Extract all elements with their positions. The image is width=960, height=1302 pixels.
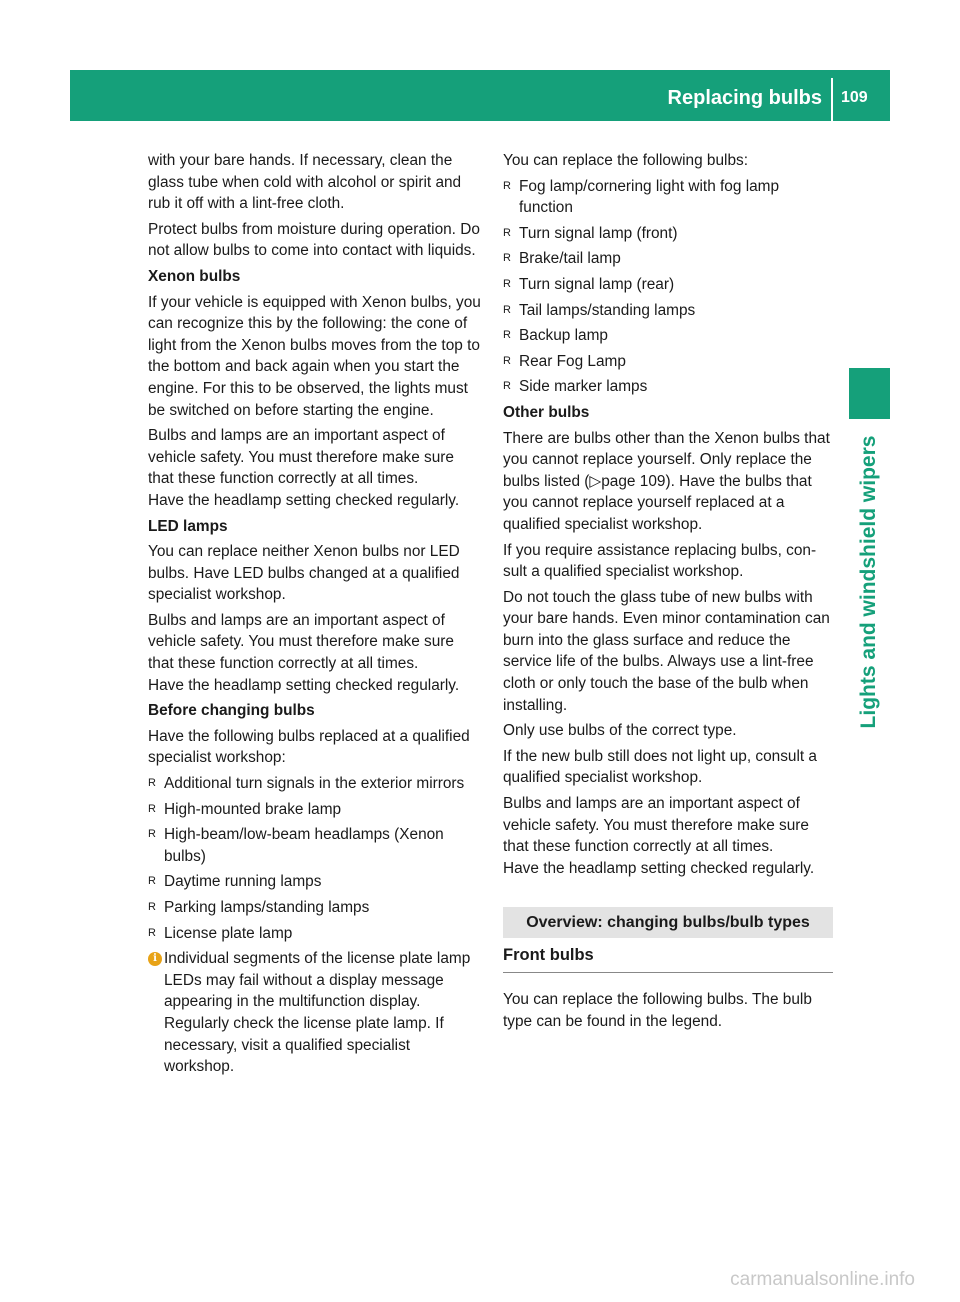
list-item: R Rear Fog Lamp bbox=[503, 351, 833, 373]
page-reference-link[interactable]: page 109 bbox=[601, 472, 666, 490]
paragraph: Have the headlamp setting checked regularly. bbox=[503, 859, 815, 877]
paragraph: Bulbs and lamps are an important aspect of vehicle safety. You must therefore make sure that these function correctly at all times. bbox=[148, 427, 454, 488]
section-subtitle: Front bulbs bbox=[503, 938, 833, 973]
list-item: R Backup lamp bbox=[503, 325, 833, 347]
bullet-icon: R bbox=[148, 802, 156, 815]
replaceable-bulb-list bbox=[503, 176, 833, 398]
bullet-icon: R bbox=[148, 875, 156, 888]
paragraph: Only use bulbs of the correct type. bbox=[503, 722, 737, 740]
chapter-label: Lights and windshield wipers bbox=[857, 435, 880, 729]
left-column bbox=[148, 150, 481, 1078]
paragraph: Bulbs and lamps are an important aspect of vehicle safety. You must therefore make sure that these function correctly at all times. bbox=[503, 795, 809, 856]
header-divider bbox=[831, 78, 833, 121]
before-changing-heading: Before changing bulbs bbox=[148, 702, 315, 720]
page-title: Replacing bulbs bbox=[667, 87, 822, 109]
list-item: R Additional turn signals in the exterior mirrors bbox=[148, 773, 481, 795]
led-heading: LED lamps bbox=[148, 517, 228, 535]
list-item: R High-mounted brake lamp bbox=[148, 799, 481, 821]
bullet-icon: R bbox=[503, 303, 511, 316]
list-item: R High-beam/low-beam headlamps (Xenon bulbs) bbox=[148, 826, 444, 865]
paragraph: Bulbs and lamps are an important aspect of vehicle safety. You must therefore make sure that these function correctly at all times. bbox=[148, 611, 454, 673]
watermark: carmanualsonline.info bbox=[730, 1269, 915, 1290]
bullet-icon: R bbox=[503, 179, 511, 192]
workshop-bulb-list bbox=[148, 773, 481, 944]
paragraph: Have the headlamp setting checked regularly. bbox=[148, 676, 460, 694]
info-icon: i bbox=[148, 952, 162, 966]
list-item: R Daytime running lamps bbox=[148, 871, 481, 893]
paragraph: Have the headlamp setting checked regularly. bbox=[148, 491, 460, 509]
paragraph: If you require assistance replacing bulbs, consult a qualified specialist workshop. bbox=[503, 541, 817, 581]
paragraph: If your vehicle is equipped with Xenon bulbs, you can recognize this by the following: the cone of light from the Xenon bulbs moves from the top to the bottom and back again when you start the engine. For this to be observed, the lights must be switched on before starting the engine. bbox=[148, 293, 481, 419]
list-item: R Turn signal lamp (rear) bbox=[503, 274, 833, 296]
list-item: R Side marker lamps bbox=[503, 376, 833, 398]
bullet-icon: R bbox=[148, 828, 156, 841]
bullet-icon: R bbox=[148, 777, 156, 790]
bullet-icon: R bbox=[503, 226, 511, 239]
paragraph: Have the following bulbs replaced at a qualified specialist workshop: bbox=[148, 727, 470, 767]
bullet-icon: R bbox=[503, 380, 511, 393]
list-item: R Tail lamps/standing lamps bbox=[503, 300, 833, 322]
paragraph: If the new bulb still does not light up, consult a qualified specialist workshop. bbox=[503, 747, 817, 787]
bullet-icon: R bbox=[148, 926, 156, 939]
list-item: R Brake/tail lamp bbox=[503, 248, 833, 270]
paragraph: with your bare hands. If necessary, clean the glass tube when cold with alcohol or spirit and rub it off with a lint-free cloth. bbox=[148, 152, 462, 213]
other-bulbs-heading: Other bulbs bbox=[503, 403, 590, 421]
bullet-icon: R bbox=[503, 252, 511, 265]
bullet-icon: R bbox=[503, 354, 511, 367]
paragraph: Protect bulbs from moisture during operation. Do not allow bulbs to come into contact with liquids. bbox=[148, 220, 480, 260]
list-item: R Parking lamps/standing lamps bbox=[148, 897, 481, 919]
list-item: R Fog lamp/cornering light with fog lamp function bbox=[503, 177, 780, 217]
info-note bbox=[148, 948, 481, 1078]
xenon-heading: Xenon bulbs bbox=[148, 267, 241, 285]
bullet-icon: R bbox=[503, 329, 511, 342]
right-column bbox=[503, 150, 833, 1037]
paragraph: Do not touch the glass tube of new bulbs with your bare hands. Even minor contamination can burn into the glass surface and reduce the service life of the bulbs. Always use a lint-free cloth or only touch the base of the bulb when installing. bbox=[503, 588, 830, 714]
paragraph: You can replace the following bulbs: bbox=[503, 152, 748, 169]
paragraph: You can replace neither Xenon bulbs nor LED bulbs. Have LED bulbs changed at a qualified specialist workshop. bbox=[148, 543, 460, 604]
bullet-icon: R bbox=[503, 277, 511, 290]
info-note-text: Individual segments of the license plate lamp LEDs may fail without a display message appearing in the multifunction display. Regularly check the license plate lamp. If necessary, visit a qualified specialist workshop. bbox=[164, 950, 471, 1076]
section-banner: Overview: changing bulbs/bulb types bbox=[503, 907, 833, 938]
list-item: R License plate lamp bbox=[148, 923, 481, 945]
page-number: 109 bbox=[841, 89, 868, 106]
page-reference-arrow-icon: ▷ bbox=[589, 472, 602, 490]
bullet-icon: R bbox=[148, 901, 156, 913]
paragraph: There are bulbs other than the Xenon bulbs that you cannot replace yourself. Only replace the bulbs listed (▷page 109). Have the bulbs that you cannot replace yourself replaced at a qualified specialist workshop. bbox=[503, 429, 830, 533]
list-item: R Turn signal lamp (front) bbox=[503, 223, 833, 245]
paragraph: You can replace the following bulbs. The bulb type can be found in the legend. bbox=[503, 991, 812, 1030]
